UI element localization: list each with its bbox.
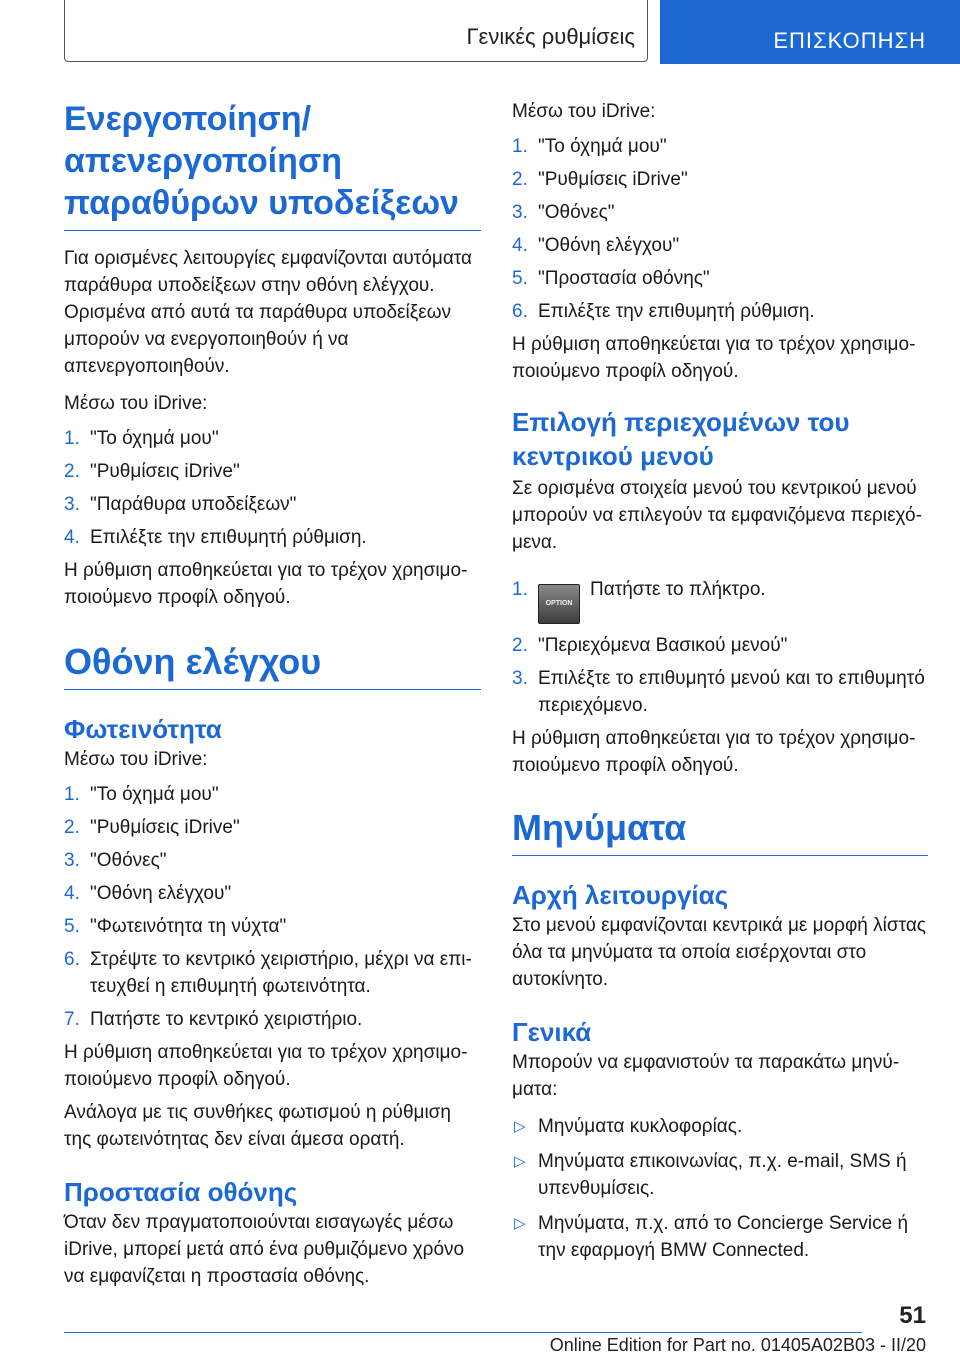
list-item [512, 232, 928, 259]
bullet-list [512, 1113, 928, 1264]
header-tab-overview[interactable] [660, 0, 960, 64]
list-item [64, 458, 481, 485]
step-text: "Το όχημά μου" [90, 428, 219, 449]
step-number: 6. [64, 949, 80, 970]
paragraph: Για ορισμένες λειτουργίες εμφανίζονται αυτόματα παράθυρα υποδείξεων στην οθόνη ελέγχου. Ορισμένα από αυτά τα παράθυρα υποδείξεων μπορούν να ενεργοποιηθούν ή να απενεργοποιηθούν. [64, 248, 473, 377]
step-text: "Παράθυρα υποδείξεων" [90, 494, 297, 515]
step-text: "Οθόνες" [90, 850, 167, 871]
paragraph: Σε ορισμένα στοιχεία μενού του κεντρικού μενού μπορούν να επιλεγούν τα εμφανιζόμενα περιεχόμενα. [512, 478, 922, 553]
list-item [512, 199, 928, 226]
option-button-icon: OPTION [538, 584, 580, 624]
step-number: 1. [64, 784, 80, 805]
list-item [64, 524, 481, 551]
header-tab-label: ΕΠΙΣΚΟΠΗΣΗ [773, 28, 926, 53]
step-text: "Το όχημά μου" [538, 136, 667, 157]
list-item [512, 665, 928, 719]
right-column [512, 98, 928, 1264]
step-text: Πατήστε το πλήκτρο. [590, 579, 766, 600]
step-text: Πατήστε το κεντρικό χειριστήριο. [90, 1009, 363, 1030]
paragraph: Η ρύθμιση αποθηκεύεται για το τρέχον χρησιμοποιούμενο προφίλ οδηγού. [64, 560, 468, 608]
paragraph: Μέσω του iDrive: [64, 393, 208, 414]
step-number: 3. [512, 202, 528, 223]
section-title-control-display: Οθόνη ελέγχου [64, 639, 481, 690]
step-number: 3. [64, 850, 80, 871]
header-section-box [64, 0, 648, 62]
list-item [512, 298, 928, 325]
subsection-title-main-menu-contents: Επιλογή περιεχομένων του κεντρικού μενού [512, 407, 850, 471]
paragraph: Μέσω του iDrive: [64, 749, 208, 770]
list-item [64, 491, 481, 518]
list-item [512, 265, 928, 292]
step-number: 6. [512, 301, 528, 322]
list-item [64, 425, 481, 452]
left-column [64, 98, 481, 1290]
list-item [64, 880, 481, 907]
step-number: 5. [512, 268, 528, 289]
step-number: 5. [64, 916, 80, 937]
step-number: 2. [64, 817, 80, 838]
step-number: 2. [64, 461, 80, 482]
steps-list [512, 576, 928, 719]
paragraph: Στο μενού εμφανίζονται κεντρικά με μορφή λίστας όλα τα μηνύματα τα οποία εισέρχονται στο αυτοκίνητο. [512, 915, 926, 990]
step-number: 1. [64, 428, 80, 449]
list-item [64, 814, 481, 841]
step-text: "Ρυθμίσεις iDrive" [538, 169, 688, 190]
step-number: 3. [512, 668, 528, 689]
section-title-hint-windows: Ενεργοποίηση/ απενεργοποίηση παραθύρων υποδείξεων [64, 98, 481, 231]
footer-divider [64, 1332, 862, 1333]
step-number: 4. [512, 235, 528, 256]
steps-list [64, 781, 481, 1033]
list-item [512, 1210, 928, 1264]
bullet-text: Μηνύματα κυκλοφορίας. [538, 1116, 743, 1137]
subsection-title-principle: Αρχή λειτουργίας [512, 880, 729, 910]
step-text: "Οθόνη ελέγχου" [538, 235, 680, 256]
step-number: 2. [512, 169, 528, 190]
triangle-bullet-icon: ▷ [514, 1153, 526, 1170]
footer-edition: Online Edition for Part no. 01405A02B03 - II/20 [549, 1335, 926, 1355]
step-text: "Ρυθμίσεις iDrive" [90, 461, 240, 482]
step-text: Επιλέξτε το επιθυμητό μενού και το επιθυμητό περιεχόμενο. [538, 668, 925, 716]
paragraph: Η ρύθμιση αποθηκεύεται για το τρέχον χρησιμοποιούμενο προφίλ οδηγού. [64, 1042, 468, 1090]
step-text: "Το όχημά μου" [90, 784, 219, 805]
subsection-title-general: Γενικά [512, 1017, 592, 1047]
step-text: "Ρυθμίσεις iDrive" [90, 817, 240, 838]
step-text: Στρέψτε το κεντρικό χειριστήριο, μέχρι να επιτευχθεί η επιθυμητή φωτεινότητα. [90, 949, 472, 997]
list-item [64, 781, 481, 808]
subsection-title-screensaver: Προστασία οθόνης [64, 1177, 298, 1207]
list-item [512, 1113, 928, 1140]
list-item [64, 847, 481, 874]
steps-list [512, 133, 928, 325]
step-text: Επιλέξτε την επιθυμητή ρύθμιση. [90, 527, 367, 548]
subsection-title-brightness: Φωτεινότητα [64, 714, 222, 744]
list-item [512, 1148, 928, 1202]
step-text: "Φωτεινότητα τη νύχτα" [90, 916, 287, 937]
paragraph: Ανάλογα με τις συνθήκες φωτισμού η ρύθμιση της φωτεινότητας δεν είναι άμεσα ορατή. [64, 1102, 451, 1150]
header-section-title: Γενικές ρυθμίσεις [466, 24, 635, 49]
bullet-text: Μηνύματα, π.χ. από το Concierge Service ή την εφαρμογή BMW Connected. [538, 1213, 909, 1261]
step-text: "Προστασία οθόνης" [538, 268, 710, 289]
list-item [512, 576, 928, 624]
step-number: 1. [512, 579, 528, 600]
step-text: "Οθόνη ελέγχου" [90, 883, 232, 904]
step-number: 4. [64, 883, 80, 904]
paragraph: Μέσω του iDrive: [512, 101, 656, 122]
step-number: 7. [64, 1009, 80, 1030]
step-text: "Οθόνες" [538, 202, 615, 223]
step-text: "Περιεχόμενα Βασικού μενού" [538, 635, 788, 656]
bullet-text: Μηνύματα επικοινωνίας, π.χ. e-mail, SMS ή υπενθυμίσεις. [538, 1151, 907, 1199]
steps-list [64, 425, 481, 551]
paragraph: Η ρύθμιση αποθηκεύεται για το τρέχον χρησιμοποιούμενο προφίλ οδηγού. [512, 728, 916, 776]
list-item [512, 632, 928, 659]
paragraph: Όταν δεν πραγματοποιούνται εισαγωγές μέσω iDrive, μπορεί μετά από ένα ρυθμιζόμενο χρόνο να εμφανίζεται η προστασία οθόνης. [64, 1212, 465, 1287]
section-title-messages: Μηνύματα [512, 805, 928, 856]
triangle-bullet-icon: ▷ [514, 1215, 526, 1232]
list-item [64, 1006, 481, 1033]
list-item [512, 133, 928, 160]
step-number: 3. [64, 494, 80, 515]
step-number: 4. [64, 527, 80, 548]
triangle-bullet-icon: ▷ [514, 1118, 526, 1135]
list-item [64, 913, 481, 940]
page-number: 51 [899, 1302, 926, 1329]
step-text: Επιλέξτε την επιθυμητή ρύθμιση. [538, 301, 815, 322]
step-number: 1. [512, 136, 528, 157]
paragraph: Η ρύθμιση αποθηκεύεται για το τρέχον χρησιμοποιούμενο προφίλ οδηγού. [512, 334, 916, 382]
paragraph: Μπορούν να εμφανιστούν τα παρακάτω μηνύματα: [512, 1052, 900, 1100]
list-item [64, 946, 481, 1000]
list-item [512, 166, 928, 193]
step-number: 2. [512, 635, 528, 656]
